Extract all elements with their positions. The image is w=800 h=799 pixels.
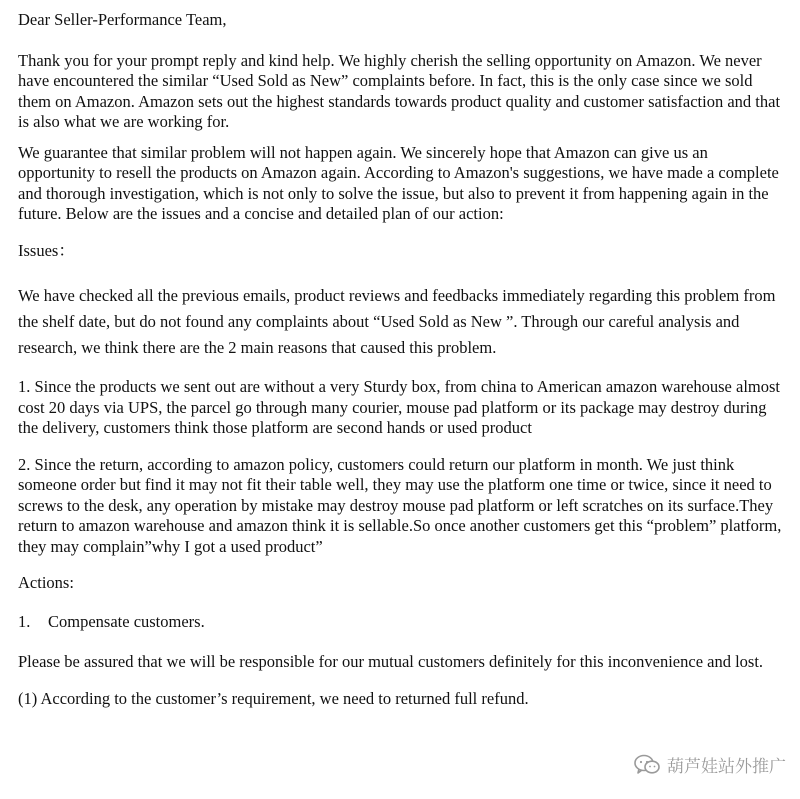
reason-1: 1. Since the products we sent out are without a very Sturdy box, from china to American amazon warehouse almost cost 20 days via UPS, the parcel go through many courier, mouse pad platform or its package may destroy during the delivery, customers think those platform are second hands or used product <box>18 377 781 437</box>
actions-heading: Actions: <box>18 573 74 592</box>
issues-heading: Issues： <box>18 240 75 260</box>
paragraph-refund: (1) According to the customer’s requirement, we need to returned full refund. <box>18 688 529 708</box>
paragraph-thanks: Thank you for your prompt reply and kind help. We highly cherish the selling opportunity on Amazon. We never have encountered the similar “Used Sold as New” complaints before. In fact, this is the only case since we sold them on Amazon. Amazon sets out the highest standards towards product quality and customer satisfaction and that is also what we are working for. <box>18 50 781 131</box>
action-item-number: 1. <box>18 611 31 631</box>
watermark <box>633 752 786 777</box>
paragraph-guarantee: We guarantee that similar problem will not happen again. We sincerely hope that Amazon can give us an opportunity to resell the products on Amazon again. According to Amazon's suggestions, we have made a complete and thorough investigation, which is not only to solve the issue, but also to prevent it from happening again in the future. Below are the issues and a concise and detailed plan of our action: <box>18 142 779 223</box>
watermark-text: 葫芦娃站外推广 <box>667 757 786 777</box>
paragraph-issues: We have checked all the previous emails, product reviews and feedbacks immediately regarding this problem from the shelf date, but do not found any complaints about “Used Sold as New ”. Through our careful analysis and research, we think there are the 2 main reasons that caused this problem. <box>18 286 776 357</box>
action-item-text: Compensate customers. <box>48 611 205 631</box>
letter-body <box>18 10 786 725</box>
greeting: Dear Seller-Performance Team, <box>18 10 227 29</box>
paragraph-assurance: Please be assured that we will be responsible for our mutual customers definitely for this inconvenience and lost. <box>18 652 764 671</box>
action-item-1 <box>18 612 786 633</box>
reason-2: 2. Since the return, according to amazon policy, customers could return our platform in month. We just think someone order but find it may not fit their table well, they may use the platform one time or twice, since it need to screws to the desk, any operation by mistake may destroy mouse pad platform or left scratches on its surface.They return to amazon warehouse and amazon think it is sellable.So once another customers get this “problem” platform, they may complain”why I got a used product” <box>18 454 782 556</box>
wechat-icon <box>633 753 661 777</box>
